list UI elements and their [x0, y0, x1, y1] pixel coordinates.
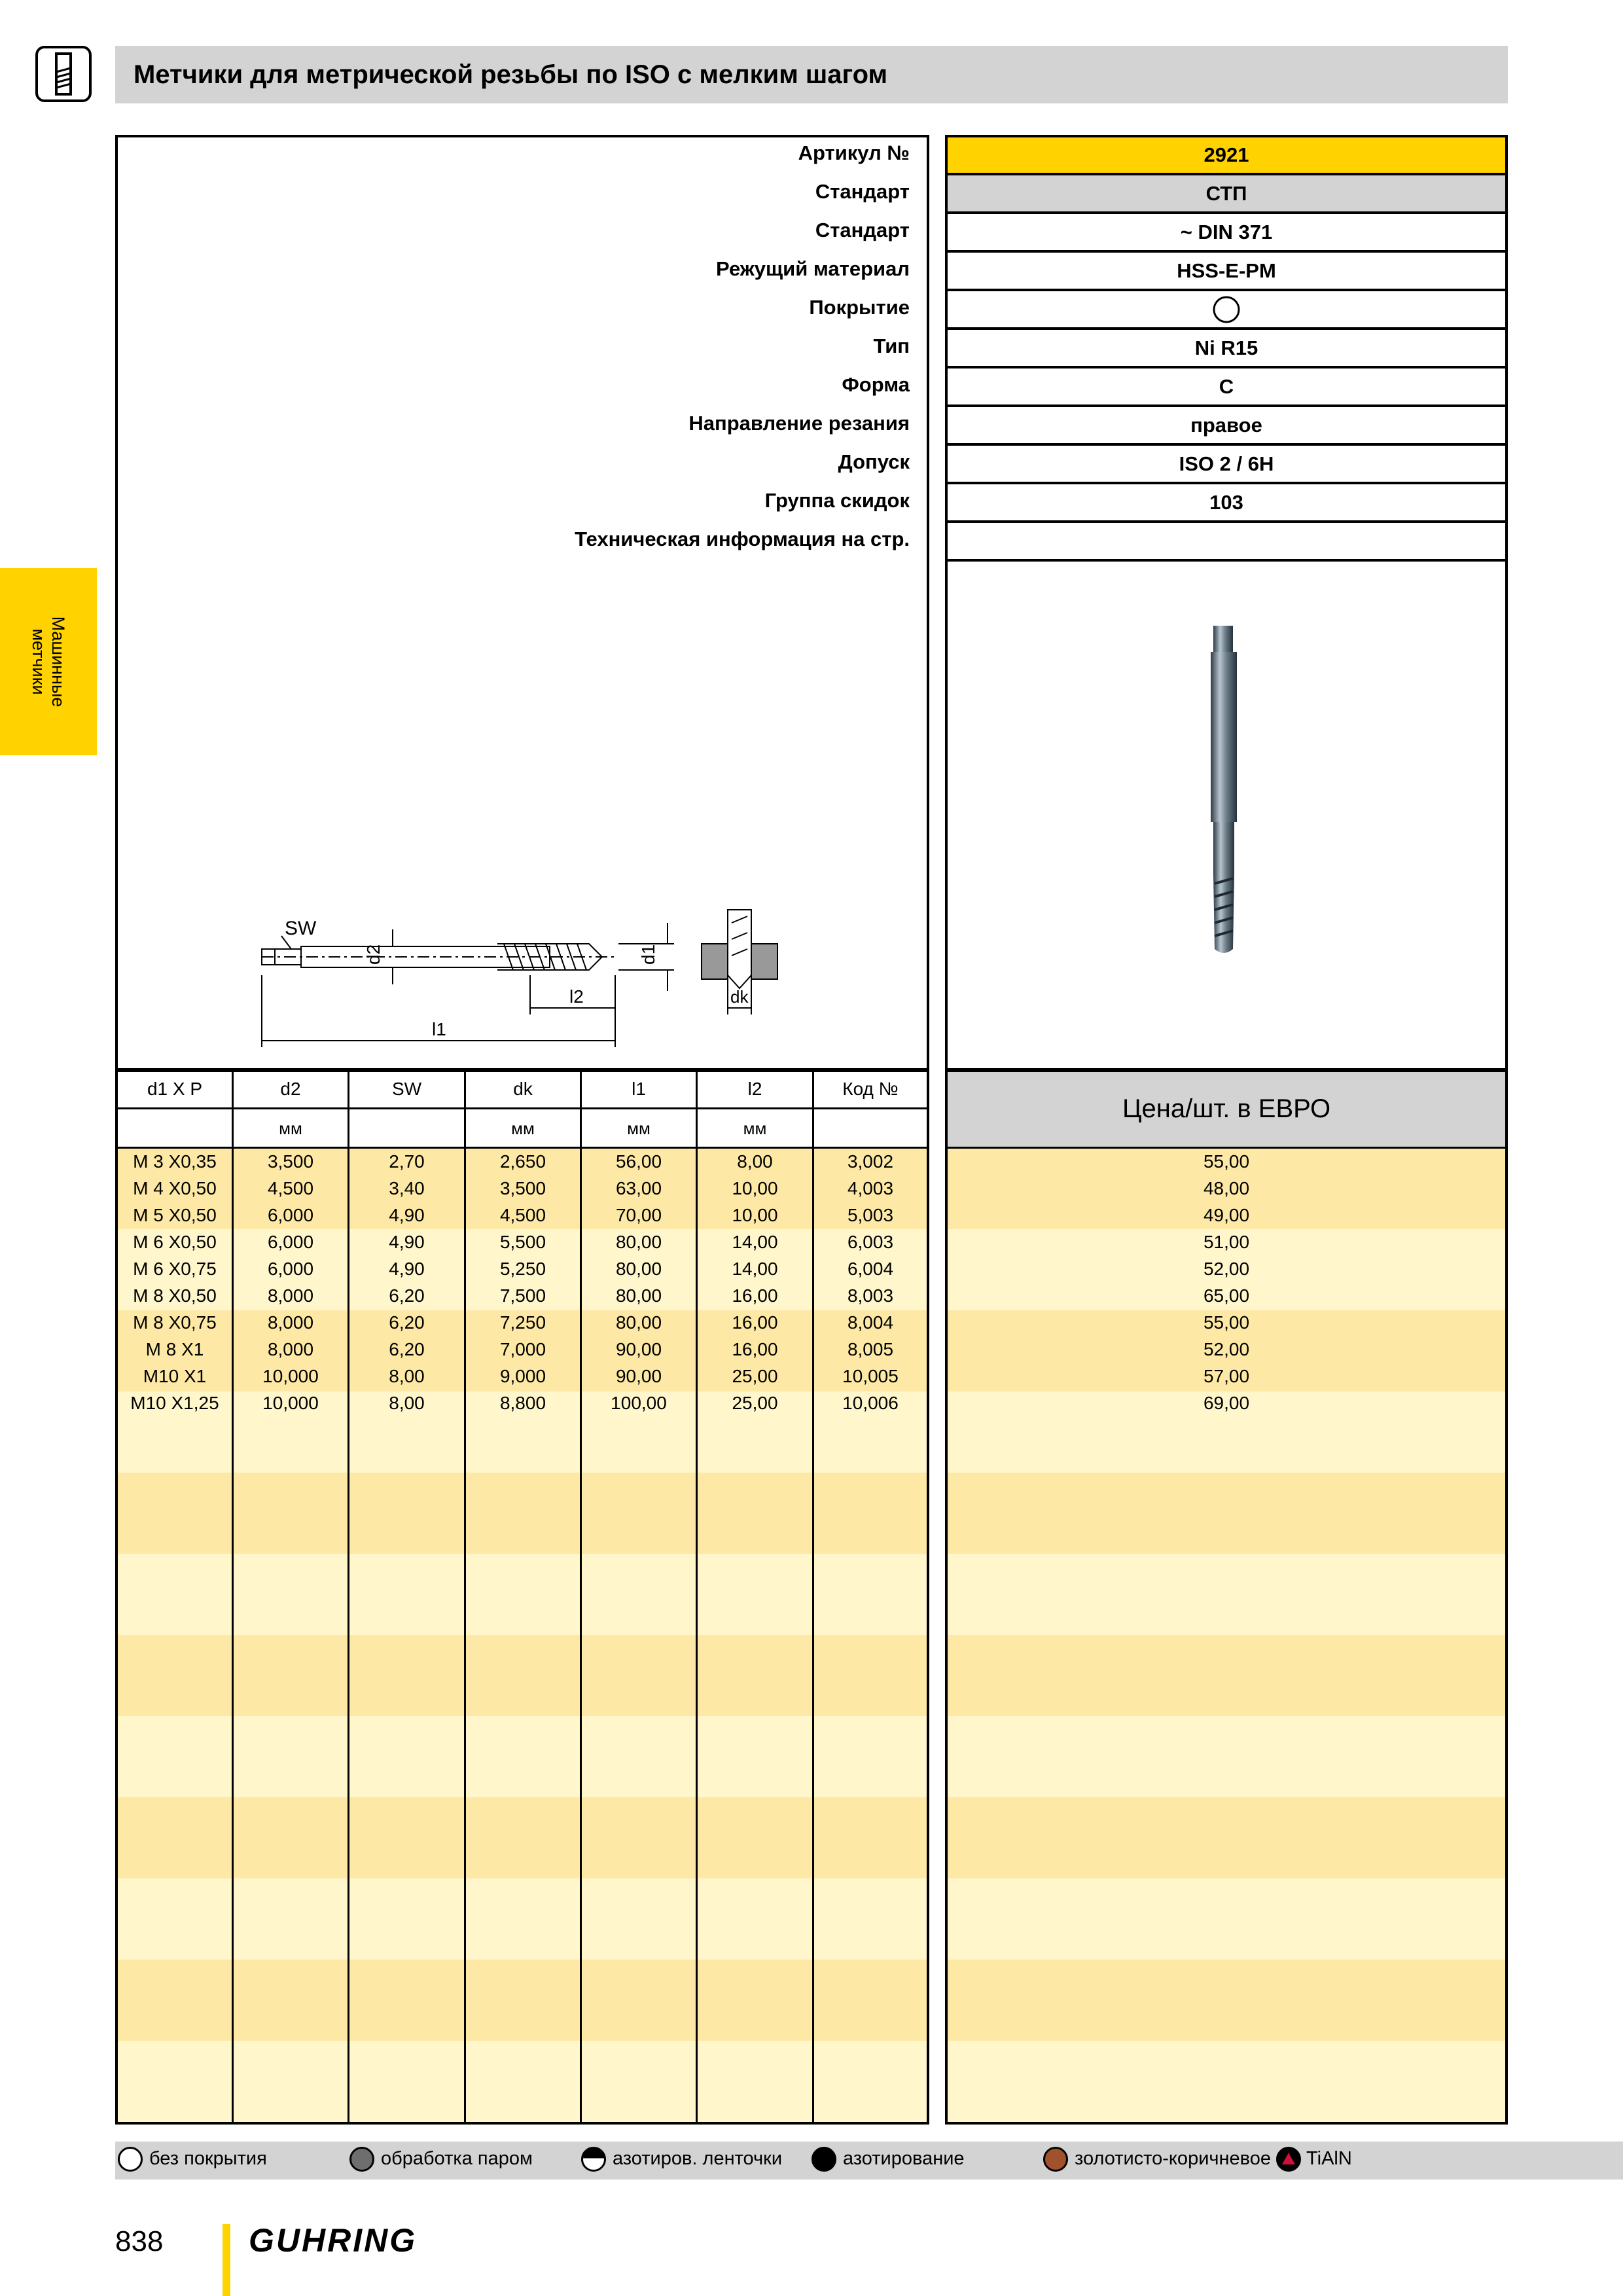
table-cell: 8,004	[847, 1312, 894, 1333]
unit-label: мм	[627, 1119, 651, 1138]
legend-label: азотиров. ленточки	[613, 2148, 783, 2169]
table-cell: 56,00	[615, 1151, 662, 1172]
table-cell: 90,00	[615, 1339, 662, 1359]
table-cell: 4,90	[389, 1205, 425, 1225]
table-cell: 4,500	[267, 1178, 314, 1198]
table-cell: 3,500	[499, 1178, 546, 1198]
table-cell: 9,000	[499, 1366, 546, 1386]
table-cell: 10,000	[262, 1366, 319, 1386]
table-cell: M10 X1,25	[130, 1393, 219, 1413]
sw-label: SW	[285, 918, 317, 939]
table-cell: 10,005	[842, 1366, 899, 1386]
table-cell: 10,00	[732, 1205, 778, 1225]
property-label: Группа скидок	[764, 489, 910, 512]
unit-label: мм	[279, 1119, 302, 1138]
property-label: Покрытие	[809, 296, 910, 319]
price-cell: 65,00	[1203, 1285, 1250, 1306]
property-label: Артикул №	[798, 141, 910, 164]
unit-label: мм	[511, 1119, 535, 1138]
price-cell: 55,00	[1203, 1312, 1250, 1333]
tap-dimension-drawing	[249, 884, 903, 1054]
tap-icon	[35, 46, 92, 102]
table-cell: 5,003	[847, 1205, 894, 1225]
coating-value	[945, 291, 1508, 330]
section-tab-label: Машинные метчики	[29, 616, 68, 708]
table-cell: 7,250	[499, 1312, 546, 1333]
tech-info-page-value	[945, 523, 1508, 562]
property-label: Техническая информация на стр.	[575, 528, 910, 550]
table-cell: 6,20	[389, 1312, 425, 1333]
price-header: Цена/шт. в ЕВРО	[945, 1069, 1508, 1148]
table-cell: 10,000	[262, 1393, 319, 1413]
table-cell: 8,000	[267, 1285, 314, 1306]
footer-accent	[223, 2224, 230, 2296]
cutting-direction-value: правое	[945, 407, 1508, 446]
column-header: Код №	[842, 1079, 899, 1099]
table-cell: 8,800	[499, 1393, 546, 1413]
table-cell: M 8 X1	[145, 1339, 204, 1359]
table-cell: 6,004	[847, 1259, 894, 1279]
price-cell: 55,00	[1203, 1151, 1250, 1172]
type-value: Ni R15	[945, 330, 1508, 368]
nitrided-icon	[812, 2147, 836, 2172]
table-cell: 16,00	[732, 1285, 778, 1306]
article-number: 2921	[945, 135, 1508, 175]
table-cell: 4,90	[389, 1232, 425, 1252]
page-number: 838	[115, 2225, 164, 2257]
table-cell: 6,000	[267, 1259, 314, 1279]
table-cell: 16,00	[732, 1339, 778, 1359]
table-cell: 6,20	[389, 1285, 425, 1306]
table-cell: 8,003	[847, 1285, 894, 1306]
uncoated-icon	[1212, 295, 1241, 324]
table-cell: M 6 X0,50	[133, 1232, 217, 1252]
price-cell: 69,00	[1203, 1393, 1250, 1413]
column-header: d1 X P	[147, 1079, 203, 1099]
table-cell: M 5 X0,50	[133, 1205, 217, 1225]
table-cell: 3,500	[267, 1151, 314, 1172]
table-cell: 25,00	[732, 1366, 778, 1386]
table-cell: 80,00	[615, 1259, 662, 1279]
table-cell: 6,000	[267, 1232, 314, 1252]
table-cell: M10 X1	[143, 1366, 207, 1386]
table-cell: 3,40	[389, 1178, 425, 1198]
price-cell: 49,00	[1203, 1205, 1250, 1225]
legend-label: без покрытия	[149, 2148, 267, 2169]
price-cell: 52,00	[1203, 1339, 1250, 1359]
table-cell: M 6 X0,75	[133, 1259, 217, 1279]
legend-label: азотирование	[843, 2148, 965, 2169]
price-cell: 57,00	[1203, 1366, 1250, 1386]
table-cell: 8,00	[737, 1151, 773, 1172]
table-cell: 4,90	[389, 1259, 425, 1279]
table-cell: 16,00	[732, 1312, 778, 1333]
column-header: l1	[632, 1079, 646, 1099]
table-cell: 7,000	[499, 1339, 546, 1359]
d1-label: d1	[638, 944, 658, 965]
brand-logo: GUHRING	[249, 2222, 418, 2259]
gold-brown-coating-icon	[1043, 2147, 1068, 2172]
table-cell: 8,000	[267, 1339, 314, 1359]
tialn-coating-icon	[1276, 2147, 1301, 2172]
table-cell: 4,003	[847, 1178, 894, 1198]
section-tab[interactable]	[0, 568, 97, 755]
table-cell: 8,000	[267, 1312, 314, 1333]
table-cell: 6,003	[847, 1232, 894, 1252]
nitrided-lands-icon	[581, 2147, 606, 2172]
price-cell: 51,00	[1203, 1232, 1250, 1252]
property-label: Направление резания	[688, 412, 910, 435]
standard-din-value: ~ DIN 371	[945, 214, 1508, 253]
page-title: Метчики для метрической резьбы по ISO с мелким шагом	[134, 60, 888, 89]
column-header: d2	[280, 1079, 301, 1099]
table-cell: 6,000	[267, 1205, 314, 1225]
tap-product-image	[1191, 622, 1257, 962]
dk-label: dk	[730, 987, 749, 1007]
table-cell: 14,00	[732, 1259, 778, 1279]
l1-label: l1	[432, 1019, 446, 1039]
table-cell: M 8 X0,75	[133, 1312, 217, 1333]
table-cell: 2,650	[499, 1151, 546, 1172]
standard-value: СТП	[945, 175, 1508, 214]
table-cell: 25,00	[732, 1393, 778, 1413]
table-cell: M 3 X0,35	[133, 1151, 217, 1172]
cutting-material-value: HSS-E-PM	[945, 253, 1508, 291]
table-cell: 8,005	[847, 1339, 894, 1359]
table-cell: 90,00	[615, 1366, 662, 1386]
column-header: dk	[513, 1079, 533, 1099]
table-cell: 100,00	[611, 1393, 667, 1413]
discount-group-value: 103	[945, 484, 1508, 523]
legend-label: золотисто-коричневое	[1075, 2148, 1271, 2169]
property-label: Режущий материал	[716, 257, 910, 280]
table-cell: 14,00	[732, 1232, 778, 1252]
table-cell: 2,70	[389, 1151, 425, 1172]
table-cell: 63,00	[615, 1178, 662, 1198]
column-header: l2	[747, 1079, 762, 1099]
table-cell: M 4 X0,50	[133, 1178, 217, 1198]
table-cell: 80,00	[615, 1312, 662, 1333]
table-cell: 10,006	[842, 1393, 899, 1413]
table-cell: 3,002	[847, 1151, 894, 1172]
legend-label: обработка паром	[381, 2148, 533, 2169]
tolerance-value: ISO 2 / 6H	[945, 446, 1508, 484]
property-label: Допуск	[838, 450, 910, 473]
form-value: C	[945, 368, 1508, 407]
table-cell: M 8 X0,50	[133, 1285, 217, 1306]
table-cell: 7,500	[499, 1285, 546, 1306]
l2-label: l2	[569, 986, 584, 1007]
table-cell: 80,00	[615, 1232, 662, 1252]
table-cell: 5,500	[499, 1232, 546, 1252]
table-cell: 8,00	[389, 1366, 425, 1386]
property-label: Стандарт	[815, 219, 910, 242]
table-cell: 5,250	[499, 1259, 546, 1279]
uncoated-icon	[118, 2147, 143, 2172]
property-label: Форма	[842, 373, 910, 396]
table-cell: 4,500	[499, 1205, 546, 1225]
table-cell: 10,00	[732, 1178, 778, 1198]
table-cell: 80,00	[615, 1285, 662, 1306]
table-cell: 8,00	[389, 1393, 425, 1413]
d2-label: d2	[363, 944, 383, 965]
property-label: Тип	[873, 334, 910, 357]
table-cell: 70,00	[615, 1205, 662, 1225]
price-cell: 48,00	[1203, 1178, 1250, 1198]
property-label: Стандарт	[815, 180, 910, 203]
legend-label: TiAlN	[1306, 2148, 1352, 2169]
unit-label: мм	[743, 1119, 767, 1138]
steam-treated-icon	[349, 2147, 374, 2172]
table-cell: 6,20	[389, 1339, 425, 1359]
column-header: SW	[391, 1079, 422, 1099]
price-cell: 52,00	[1203, 1259, 1250, 1279]
